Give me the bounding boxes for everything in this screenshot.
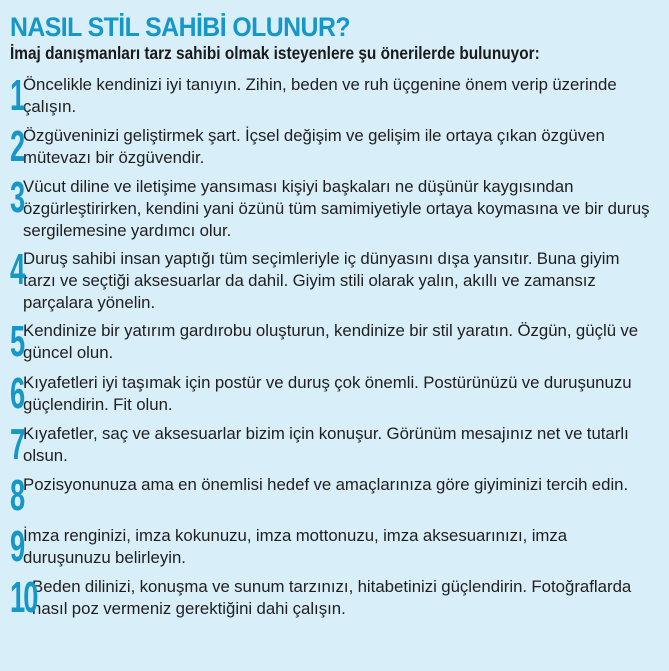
item-number: 4 xyxy=(10,246,24,295)
list-item xyxy=(10,72,655,123)
list-item xyxy=(10,246,655,318)
item-number: 3 xyxy=(10,174,24,223)
list-item xyxy=(10,472,655,523)
tips-list xyxy=(10,72,655,626)
item-text: Kendinize bir yatırım gardırobu oluşturun, kendinize bir stil yaratın. Özgün, güçlü ve güncel olun. xyxy=(23,321,639,363)
list-item xyxy=(10,523,655,574)
item-text: Kıyafetler, saç ve aksesuarlar bizim için konuşur. Görünüm mesajınız net ve tutarlı olsun. xyxy=(23,423,629,465)
item-number: 7 xyxy=(10,420,24,469)
item-text: Vücut diline ve iletişime yansıması kişiyi başkaları ne düşünür kaygısından özgürleştirirken, kendini yani özünü tüm samimiyetiyle ortaya koymasına ve bir duruş sergilemesine yardımcı olur. xyxy=(23,177,650,241)
item-text: Öncelikle kendinizi iyi tanıyın. Zihin, beden ve ruh üçgenine önem verip üzerinde çalışın. xyxy=(23,75,617,116)
item-text: Beden dilinizi, konuşma ve sunum tarzınızı, hitabetinizi güçlendirin. Fotoğraflarda nasıl poz vermeniz gerektiğini dahi çalışın. xyxy=(32,577,632,619)
list-item xyxy=(10,574,655,625)
list-item xyxy=(10,370,655,421)
item-text: Pozisyonunuza ama en önemlisi hedef ve amaçlarınıza göre giyiminizi tercih edin. xyxy=(23,474,629,494)
item-text: Özgüveninizi geliştirmek şart. İçsel değişim ve gelişim ile ortaya çıkan özgüven mütevazı bir özgüvendir. xyxy=(23,126,605,168)
item-number: 6 xyxy=(10,369,24,418)
item-number: 5 xyxy=(10,318,24,367)
list-item xyxy=(10,421,655,472)
list-item xyxy=(10,174,655,246)
list-item xyxy=(10,318,655,369)
item-number: 2 xyxy=(10,123,24,172)
item-number: 8 xyxy=(10,471,24,520)
list-item xyxy=(10,123,655,174)
page-subtitle: İmaj danışmanları tarz sahibi olmak isteyenlere şu önerilerde bulunuyor: xyxy=(10,43,540,63)
item-number: 9 xyxy=(10,523,24,572)
page-title: NASIL STİL SAHİBİ OLUNUR? xyxy=(10,12,350,42)
item-number: 10 xyxy=(10,574,37,623)
item-text: Duruş sahibi insan yaptığı tüm seçimleriyle iç dünyasını dışa yansıtır. Buna giyim tarzı ve seçtiği aksesuarlar da dahil. Giyim stili olarak yalın, akıllı ve zamansız parçalara yönelin. xyxy=(23,249,620,313)
item-number: 1 xyxy=(10,72,24,120)
item-text: İmza renginizi, imza kokunuzu, imza mottonuzu, imza aksesuarınızı, imza duruşunuzu belirleyin. xyxy=(23,526,568,568)
item-text: Kıyafetleri iyi taşımak için postür ve duruş çok önemli. Postürünüzü ve duruşunuzu güçlendirin. Fit olun. xyxy=(23,372,632,414)
